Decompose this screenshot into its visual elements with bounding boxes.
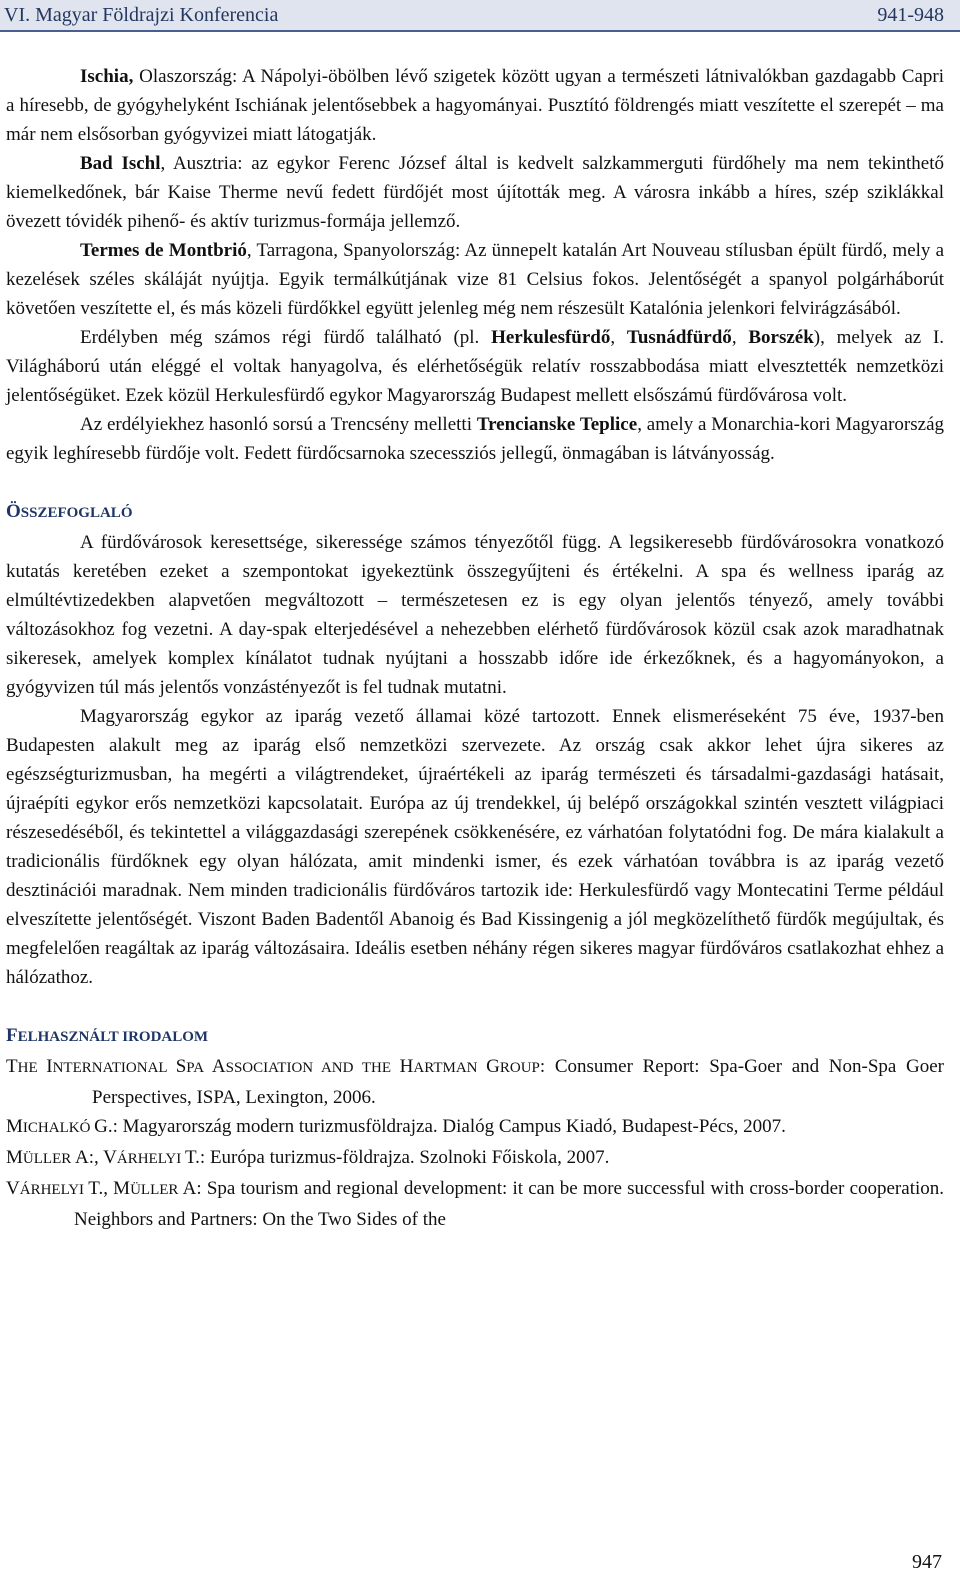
- page-number: 947: [912, 1551, 942, 1573]
- section-gap: [6, 992, 944, 1021]
- paragraph-ischia: Ischia, Olaszország: A Nápolyi-öbölben lévő szigetek között ugyan a természeti látnivalókban gazdagabb Capri a híresebb, de gyógyhelyként Ischiának jelentősebbek a hagyományai. Pusztító földrengés miatt veszítette el szerepét – ma már nem elsősorban gyógyvizei miatt látogatják.: [6, 66, 944, 145]
- paragraph-trencianske: Az erdélyiekhez hasonló sorsú a Trencsény melletti Trencianske Teplice, amely a Monarchia-kori Magyarország egyik leghíresebb fürdője volt. Fedett fürdőcsarnoka szecessziós jellegű, önmagában is látványosság.: [6, 414, 945, 464]
- article-body: [6, 62, 944, 1234]
- reference-item: MÜLLER A:, VÁRHELYI T.: Európa turizmus-földrajza. Szolnoki Főiskola, 2007.: [6, 1147, 610, 1168]
- summary-paragraph-2: Magyarország egykor az iparág vezető államai közé tartozott. Ennek elismeréseként 75 éve, 1937-ben Budapesten alakult meg az iparág első nemzetközi szervezete. Az ország csak akkor lehet újra sikeres az egészségturizmusban, ha megérti a világtrendeket, újraértékeli az iparág természeti és társadalmi-gazdasági hatásait, újraépíti egykor erős nemzetközi kapcsolatait. Európa az új trendekkel, új belépő országokkal szintén vesztett világpiaci részesedéséből, és tekintettel a világgazdasági szerepének csökkenésére, ez várhatóan folytatódni fog. De mára kialakult a tradicionális fürdőknek egy olyan hálózata, amit mindenki ismer, és ezek várhatóan továbbra is az iparág vezető desztinációi maradnak. Nem minden tradicionális fürdőváros tartozik ide: Herkulesfürdő vagy Montecatini Terme például elveszítette jelentőségét. Viszont Baden Badentől Abanoig és Bad Kissingenig a jól megközelíthető fürdők megújultak, és megfelelően reagáltak az iparág változásaira. Ideális esetben néhány régen sikeres magyar fürdőváros csatlakozhat ehhez a hálózathoz.: [6, 706, 944, 988]
- paragraph-montbrio: Termes de Montbrió, Tarragona, Spanyolország: Az ünnepelt katalán Art Nouveau stílusban épült fürdő, mely a kezelések széles skáláját nyújtja. Egyik termálkútjának vize 81 Celsius fokos. Jelentőségét a spanyol polgárháborút követően veszítette el, és más közeli fürdőkkel együtt jelenleg még nem részesült Katalónia jelenkori felvirágzásából.: [6, 240, 944, 319]
- paragraph-erdely: Erdélyben még számos régi fürdő található (pl. Herkulesfürdő, Tusnádfürdő, Borszék), melyek az I. Világháború után eléggé el voltak hanyagolva, és elérhetőségük relatív rosszabbodása miatt elvesztették nemzetközi jelentőségüket. Ezek közül Herkulesfürdő egykor Magyarország Budapest mellett elsőszámú fürdővárosa volt.: [6, 327, 945, 406]
- summary-paragraph-1: A fürdővárosok keresettsége, sikeressége számos tényezőtől függ. A legsikeresebb fürdővárosokra vonatkozó kutatás keretében ezeket a szempontokat igyekeztünk összegyűjteni és értékelni. A spa és wellness iparág az elmúltévtizedekben alapvetően megváltozott – természetesen ez is egy olyan jelentős tényező, amely további változásokhoz fog vezetni. A day-spak elterjedésével a nehezebben elérhető fürdővárosok közül csak azok maradhatnak sikeresek, amelyek komplex kínálatot tudnak nyújtani a hosszabb időre ide érkezőknek, és a hagyományokon, a gyógyvizen túl más jelentős vonzástényezőt is fel tudnak mutatni.: [6, 532, 944, 698]
- conference-title: VI. Magyar Földrajzi Konferencia: [4, 4, 279, 26]
- paragraph-bad-ischl: Bad Ischl, Ausztria: az egykor Ferenc József által is kedvelt salzkammerguti fürdőhely ma nem tekinthető kiemelkedőnek, bár Kaise Therme nevű fedett fürdőjét most újították meg. A városra inkább a híres, szép sziklákkal övezett tóvidék pihenő- és aktív turizmus-formája jellemző.: [6, 153, 944, 232]
- page-range: 941-948: [877, 4, 944, 26]
- reference-item: THE INTERNATIONAL SPA ASSOCIATION AND THE HARTMAN GROUP: Consumer Report: Spa-Goer and Non-Spa Goer Perspectives, ISPA, Lexington, 2006.: [6, 1056, 944, 1108]
- running-header: [0, 0, 960, 32]
- reference-item: VÁRHELYI T., MÜLLER A: Spa tourism and regional development: it can be more successful with cross-border cooperation. Neighbors and Partners: On the Two Sides of the: [6, 1178, 945, 1230]
- reference-item: MICHALKÓ G.: Magyarország modern turizmusföldrajza. Dialóg Campus Kiadó, Budapest-Pécs, 2007.: [6, 1116, 786, 1137]
- section-gap: [6, 468, 944, 497]
- references-heading: FELHASZNÁLT IRODALOM: [6, 1025, 209, 1046]
- summary-heading: ÖSSZEFOGLALÓ: [6, 501, 133, 522]
